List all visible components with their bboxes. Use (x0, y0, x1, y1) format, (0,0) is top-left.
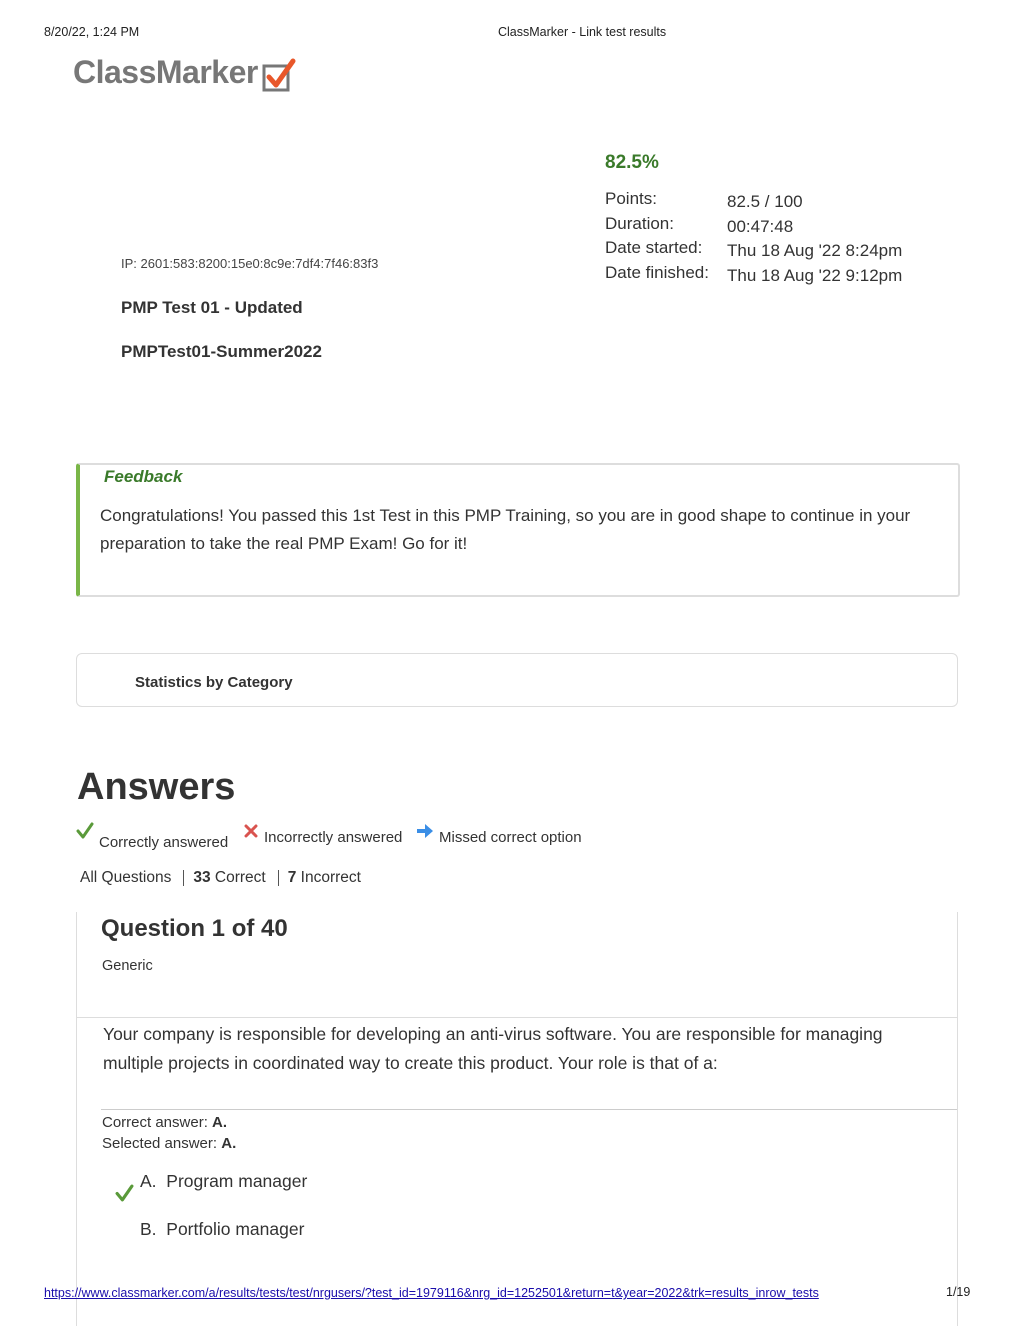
stat-row-date-started (605, 238, 902, 263)
question-text: Your company is responsible for developing an anti-virus software. You are responsible for managing multiple projects in coordinated way to create this product. Your role is that of a: (103, 1024, 883, 1073)
stat-value: 82.5 / 100 (727, 192, 803, 211)
check-icon (76, 822, 94, 844)
answer-summary (102, 1112, 236, 1154)
filter-divider (183, 870, 184, 886)
print-datetime: 8/20/22, 1:24 PM (44, 25, 140, 39)
check-icon (115, 1184, 134, 1208)
answers-filter (80, 869, 361, 887)
option-text: Program manager (166, 1171, 308, 1191)
feedback-box (76, 463, 960, 597)
filter-divider (278, 870, 279, 886)
statistics-by-category-label[interactable]: Statistics by Category (135, 674, 293, 691)
question-title: Question 1 of 40 (101, 915, 288, 942)
arrow-right-icon (416, 823, 434, 843)
result-stats (605, 189, 902, 287)
answer-option-a (140, 1171, 307, 1192)
legend-incorrect-label: Incorrectly answered (264, 829, 403, 846)
classmarker-logo[interactable] (73, 54, 292, 91)
divider (101, 1109, 957, 1110)
stat-row-duration (605, 214, 902, 239)
cross-icon (243, 823, 259, 843)
option-text: Portfolio manager (166, 1219, 305, 1239)
stat-label: Points: (605, 189, 657, 208)
stat-row-points (605, 189, 902, 214)
incorrect-count: 7 (287, 869, 297, 886)
correct-answer-label: Correct answer: (102, 1114, 208, 1131)
print-page-number: 1/19 (946, 1285, 971, 1299)
correct-count: 33 (193, 869, 211, 886)
divider (77, 1017, 957, 1018)
stat-label: Date finished: (605, 262, 709, 282)
ip-address: IP: 2601:583:8200:15e0:8c9e:7df4:7f46:83f3 (121, 256, 379, 271)
filter-all-questions[interactable]: All Questions (80, 869, 172, 886)
statistics-by-category-panel[interactable] (76, 653, 958, 707)
stat-value: 00:47:48 (727, 216, 794, 236)
filter-correct[interactable] (193, 869, 265, 887)
filter-incorrect[interactable] (288, 869, 361, 887)
stat-row-date-finished (605, 263, 902, 288)
score-percent: 82.5% (605, 152, 659, 173)
checkbox-check-icon (262, 58, 292, 88)
answers-heading: Answers (77, 766, 236, 808)
stat-value: Thu 18 Aug '22 8:24pm (727, 241, 903, 260)
question-card (76, 912, 958, 1326)
feedback-text: Congratulations! You passed this 1st Test in this PMP Training, so you are in good shape to continue in your preparation to take the real PMP Exam! Go for it! (100, 506, 911, 553)
stat-label: Date started: (605, 238, 703, 257)
selected-answer-value: A. (221, 1135, 237, 1152)
correct-answer-value: A. (212, 1114, 228, 1131)
print-footer-url[interactable]: https://www.classmarker.com/a/results/tests/test/nrgusers/?test_id=1979116&nrg_id=1252501&return=t&year=2022&trk=results_inrow_tests (44, 1286, 819, 1300)
legend-missed-label: Missed correct option (439, 829, 582, 846)
feedback-title: Feedback (104, 467, 183, 486)
selected-answer-line (102, 1133, 236, 1154)
test-code: PMPTest01-Summer2022 (121, 342, 322, 361)
incorrect-label: Incorrect (300, 869, 361, 886)
stat-value: Thu 18 Aug '22 9:12pm (727, 265, 903, 285)
option-letter: B. (140, 1219, 157, 1239)
correct-answer-line (102, 1112, 236, 1133)
test-title: PMP Test 01 - Updated (121, 298, 303, 317)
legend-correct-label: Correctly answered (99, 834, 229, 851)
answer-option-b (140, 1219, 304, 1240)
correct-label: Correct (214, 869, 266, 886)
selected-answer-label: Selected answer: (102, 1135, 218, 1152)
question-category: Generic (102, 958, 153, 974)
stat-label: Duration: (605, 213, 674, 233)
option-letter: A. (140, 1171, 157, 1191)
print-page-title: ClassMarker - Link test results (498, 25, 667, 39)
logo-text: ClassMarker (73, 54, 258, 90)
